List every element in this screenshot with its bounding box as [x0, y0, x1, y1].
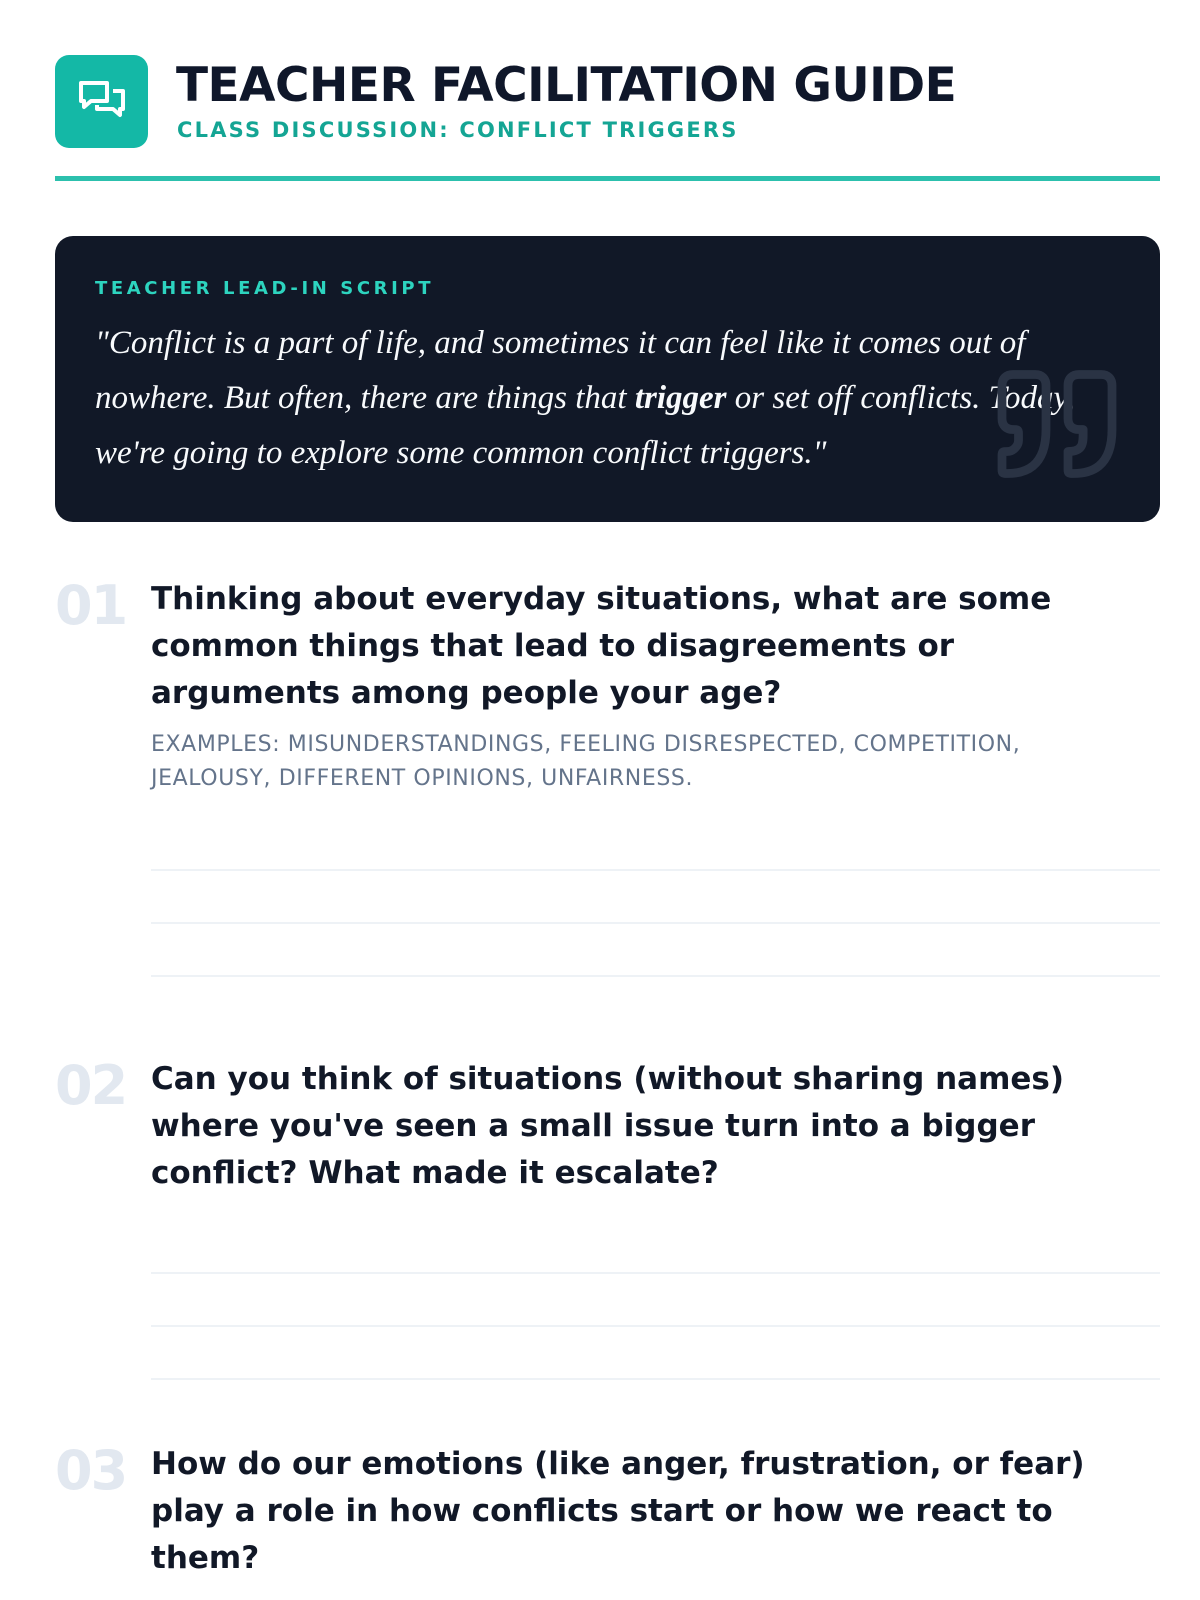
script-text-end: or set off conflicts. Today, we're going to explore some common conflict triggers.": [95, 380, 1075, 471]
script-label: TEACHER LEAD-IN SCRIPT: [95, 278, 435, 299]
answer-line: [151, 1378, 1160, 1380]
question-text: How do our emotions (like anger, frustration, or fear) play a role in how conflicts start or how we react to them?: [151, 1446, 1085, 1576]
question-number: 03: [55, 1439, 127, 1502]
question-examples: EXAMPLES: MISUNDERSTANDINGS, FEELING DISRESPECTED, COMPETITION, JEALOUSY, DIFFERENT OPINIONS, UNFAIRNESS.: [151, 732, 1021, 791]
answer-line: [151, 1272, 1160, 1274]
header-divider: [55, 176, 1160, 181]
answer-line: [151, 975, 1160, 977]
question-number: 02: [55, 1054, 127, 1117]
answer-line: [151, 922, 1160, 924]
answer-line: [151, 869, 1160, 871]
question-text: Thinking about everyday situations, what are some common things that lead to disagreements or arguments among people your age?: [151, 581, 1052, 711]
logo: [55, 55, 148, 148]
quote-icon: [991, 358, 1123, 490]
script-text-start: "Conflict is a part of life, and sometimes it can feel like it comes out of nowhere. But often, there are things that: [95, 325, 1026, 416]
question-number: 01: [55, 574, 127, 637]
question-text: Can you think of situations (without sharing names) where you've seen a small issue turn into a bigger conflict? What made it escalate?: [151, 1061, 1065, 1191]
script-text: [95, 316, 1115, 481]
lead-in-script-card: [55, 236, 1160, 522]
chat-bubbles-icon: [77, 77, 127, 127]
script-emphasis: trigger: [634, 380, 727, 416]
page-header: [55, 55, 1160, 150]
page-title: TEACHER FACILITATION GUIDE: [176, 58, 957, 113]
facilitation-guide-page: [55, 0, 1160, 1600]
answer-line: [151, 1325, 1160, 1327]
page-subtitle: CLASS DISCUSSION: CONFLICT TRIGGERS: [177, 118, 739, 142]
